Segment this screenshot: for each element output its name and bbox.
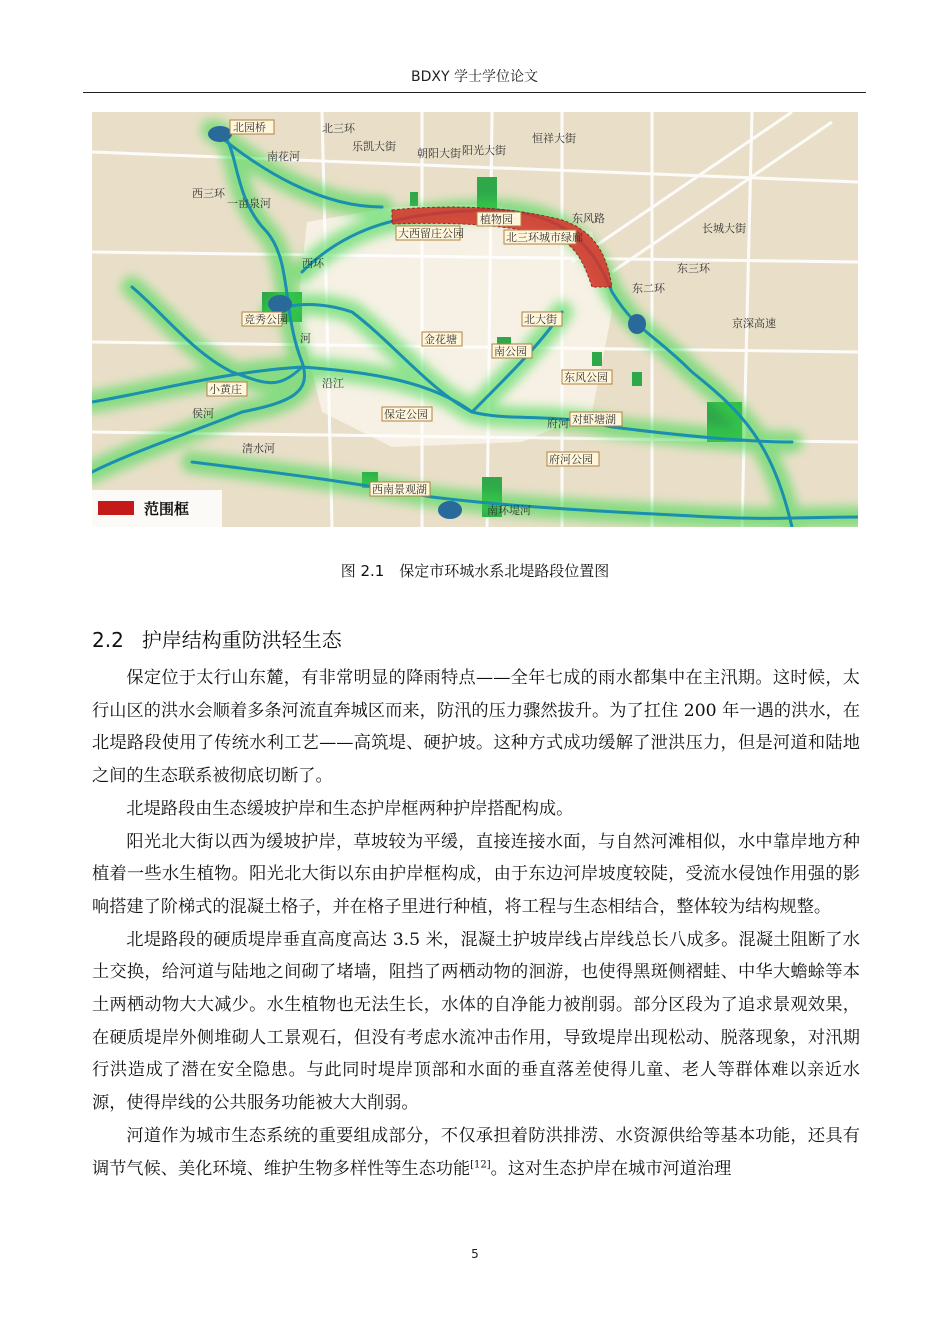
paragraph-3: 阳光北大街以西为缓坡护岸，草坡较为平缓，直接连接水面，与自然河滩相似，水中靠岸地方种植着一些水生植物。阳光北大街以东由护岸框构成，由于东边河岸坡度较陡，受流水侵蚀作用强的影响搭建了阶梯式的混凝土格子，并在格子里进行种植，将工程与生态相结合，整体较为结构规整。 <box>92 831 860 917</box>
paragraph-5-text: 河道作为城市生态系统的重要组成部分，不仅承担着防洪排涝、水资源供给等基本功能，还具有调节气候、美化环境、维护生物多样性等生态功能 <box>92 1125 860 1179</box>
place-box12: 小黄庄 <box>209 383 242 396</box>
place-box10: 府河公园 <box>549 453 593 466</box>
citation-ref[interactable]: [12] <box>470 1158 491 1170</box>
label-houhe: 侯河 <box>192 407 214 420</box>
label-east3: 东三环 <box>677 262 710 275</box>
label-lekai: 乐凯大街 <box>352 140 396 153</box>
place-box11: 金花塘 <box>424 333 457 346</box>
paragraph-2: 北堤路段由生态缓坡护岸和生态护岸框两种护岸搭配构成。 <box>126 798 574 819</box>
label-yanjiang: 沿江 <box>322 377 344 390</box>
label-westring: 西环 <box>302 257 324 270</box>
place-box9: 南公园 <box>494 345 527 358</box>
place-box2: 植物园 <box>480 213 513 226</box>
label-changcheng: 长城大街 <box>702 222 746 235</box>
place-box8: 东风公园 <box>564 371 608 384</box>
paragraph-5 <box>92 1120 860 1185</box>
paragraph-5-tail: 。这对生态护岸在城市河道治理 <box>490 1158 732 1179</box>
label-qingshui: 清水河 <box>242 442 275 455</box>
location-map <box>92 112 858 527</box>
body-text <box>92 662 860 1185</box>
figure-caption: 图 2.1 保定市环城水系北堤路段位置图 <box>340 562 610 580</box>
label-hengxiang: 恒祥大街 <box>532 132 576 145</box>
label-east2: 东二环 <box>632 282 665 295</box>
page-number: 5 <box>471 1247 479 1261</box>
place-box7: 保定公园 <box>384 408 428 421</box>
label-nanhe: 南花河 <box>267 150 300 163</box>
label-yimuhe: 一亩泉河 <box>227 197 271 210</box>
label-jingshen: 京深高速 <box>732 317 776 330</box>
section-title: 护岸结构重防洪轻生态 <box>141 628 342 652</box>
label-huanhe: 河 <box>300 332 311 345</box>
page-header <box>83 66 866 93</box>
location-map-figure <box>92 112 858 527</box>
header-title: BDXY 学士学位论文 <box>411 69 538 85</box>
place-box13: 对虾塘湖 <box>572 413 616 426</box>
section-heading <box>92 624 342 653</box>
place-box3: 大西留庄公园 <box>398 227 464 240</box>
section-number: 2.2 <box>92 628 124 652</box>
place-box6: 西南景观湖 <box>372 483 427 496</box>
paragraph-4: 北堤路段的硬质堤岸垂直高度高达 3.5 米，混凝土护坡岸线占岸线总长八成多。混凝土阻断了水土交换，给河道与陆地之间砌了堵墙，阻挡了两栖动物的洄游，也使得黑斑侧褶蛙、中华大蟾蜍等本土两栖动物大大减少。水生植物也无法生长，水体的自净能力被削弱。部分区段为了追求景观效果，在硬质堤岸外侧堆砌人工景观石，但没有考虑水流冲击作用，导致堤岸出现松动、脱落现象，对汛期行洪造成了潜在安全隐患。与此同时堤岸顶部和水面的垂直落差使得儿童、老人等群体难以亲近水源，使得岸线的公共服务功能被大大削弱。 <box>92 929 860 1114</box>
place-box5: 竞秀公园 <box>244 313 288 326</box>
legend-swatch <box>98 501 134 515</box>
label-yangguang: 阳光大街 <box>462 144 506 157</box>
place-box14: 北大街 <box>524 313 557 326</box>
label-nanhuan: 南环堤河 <box>487 504 531 517</box>
paragraph-1: 保定位于太行山东麓，有非常明显的降雨特点——全年七成的雨水都集中在主汛期。这时候，太行山区的洪水会顺着多条河流直奔城区而来，防汛的压力骤然拔升。为了扛住 200 年一遇的洪水，在北堤路段使用了传统水利工艺——高筑堤、硬护坡。这种方式成功缓解了泄洪压力，但是河道和陆地之间的生态联系被彻底切断了。 <box>92 668 860 787</box>
label-west3: 西三环 <box>192 187 225 200</box>
place-box4: 北三环城市绿廊 <box>506 231 583 244</box>
map-legend <box>92 490 222 527</box>
label-chaoyang: 朝阳大街 <box>417 147 461 160</box>
label-dongfeng: 东风路 <box>572 212 605 225</box>
place-box1: 北园桥 <box>233 121 266 134</box>
legend-label: 范围框 <box>144 500 190 518</box>
label-north3: 北三环 <box>322 122 355 135</box>
label-fuhe: 府河 <box>547 417 569 430</box>
